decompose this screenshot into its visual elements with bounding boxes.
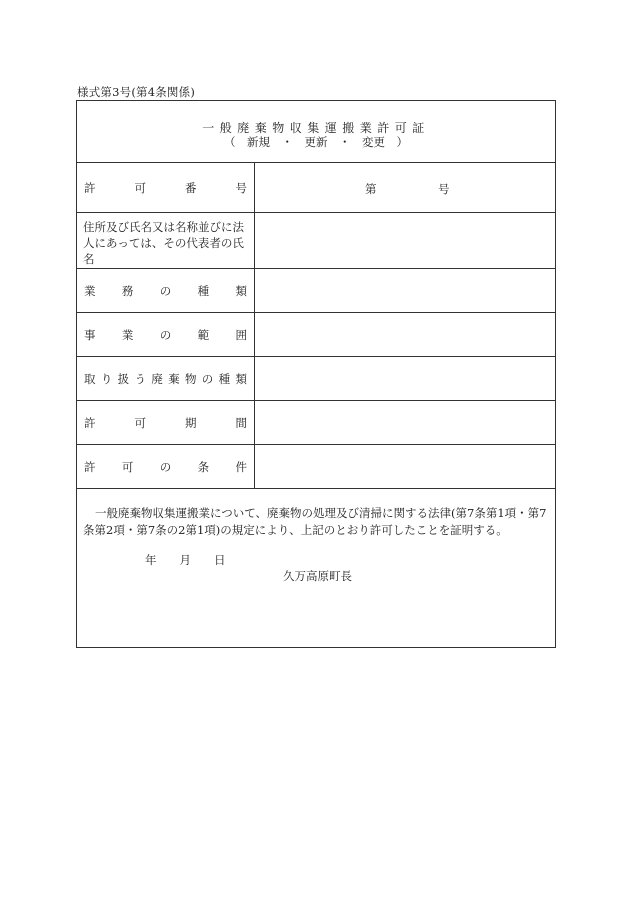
certification-statement: 一般廃棄物収集運搬業について、廃棄物の処理及び清掃に関する法律(第7条第1項・第7条第2項・第7条の2第1項)の規定により、上記のとおり許可したことを証明する。: [83, 506, 547, 537]
label-char: 類: [235, 371, 247, 386]
permit-number-prefix: 第: [365, 182, 377, 196]
label-char: 扱: [117, 371, 130, 386]
label-char: 種: [197, 283, 210, 298]
issuer-name: 久万高原町長: [283, 569, 352, 583]
row-business-type: [77, 269, 555, 313]
label-holder-name: 住所及び氏名又は名称並びに法人にあっては、その代表者の氏名: [83, 220, 244, 266]
permit-number-suffix: 号: [438, 182, 450, 196]
row-label: [77, 269, 255, 312]
row-permit-number: [77, 163, 555, 213]
row-label: [77, 213, 255, 268]
label-char: 間: [235, 415, 247, 430]
label-char: 条: [197, 459, 210, 474]
waste-type-value: [255, 357, 555, 400]
row-holder-name: [77, 213, 555, 269]
row-label: [77, 445, 255, 488]
label-waste-type: [77, 357, 254, 400]
label-char: 取: [84, 371, 96, 386]
label-char: 種: [218, 371, 231, 386]
business-scope-value: [255, 313, 555, 356]
label-char: 可: [121, 459, 134, 474]
document-title: 一般廃棄物収集運搬業許可証: [202, 121, 430, 135]
label-char: 棄: [168, 371, 180, 386]
row-label: [77, 313, 255, 356]
label-char: 件: [235, 459, 247, 474]
label-char: 類: [235, 283, 247, 298]
form-number: 様式第3号(第4条関係): [77, 85, 196, 99]
label-char: 囲: [235, 327, 247, 342]
label-char: 許: [84, 459, 96, 474]
row-label: [77, 401, 255, 444]
label-business-scope: [77, 313, 254, 356]
label-business-type: [77, 269, 254, 312]
label-permit-conditions: [77, 445, 254, 488]
label-char: の: [201, 371, 214, 386]
label-char: 廃: [151, 371, 163, 386]
label-char: の: [159, 327, 172, 342]
title-block: [77, 101, 555, 163]
row-permit-period: [77, 401, 555, 445]
label-char: 業: [121, 327, 134, 342]
label-char: 事: [84, 327, 96, 342]
issue-date: 年 月 日: [145, 553, 226, 567]
permit-conditions-value: [255, 445, 555, 488]
permit-number-value: [255, 163, 555, 212]
label-char: 可: [134, 180, 146, 195]
permit-form: [76, 100, 556, 648]
row-label: [77, 163, 255, 212]
label-char: 許: [84, 180, 96, 195]
label-char: の: [159, 459, 172, 474]
label-char: 物: [184, 371, 197, 386]
label-char: 範: [197, 327, 210, 342]
row-permit-conditions: [77, 445, 555, 489]
label-char: う: [134, 371, 146, 386]
label-char: の: [159, 283, 172, 298]
label-char: 可: [134, 415, 146, 430]
certification-block: [77, 489, 555, 647]
label-char: 許: [84, 415, 96, 430]
row-business-scope: [77, 313, 555, 357]
permit-period-value: [255, 401, 555, 444]
label-permit-number: [77, 163, 254, 212]
application-type: （ 新規 ・ 更新 ・ 変更 ）: [224, 135, 408, 149]
row-label: [77, 357, 255, 400]
label-char: り: [100, 371, 113, 386]
label-char: 業: [84, 283, 96, 298]
label-char: 期: [185, 415, 197, 430]
label-permit-period: [77, 401, 254, 444]
business-type-value: [255, 269, 555, 312]
label-char: 号: [235, 180, 247, 195]
row-waste-type: [77, 357, 555, 401]
label-char: 番: [185, 180, 197, 195]
holder-name-value: [255, 213, 555, 268]
label-char: 務: [121, 283, 134, 298]
